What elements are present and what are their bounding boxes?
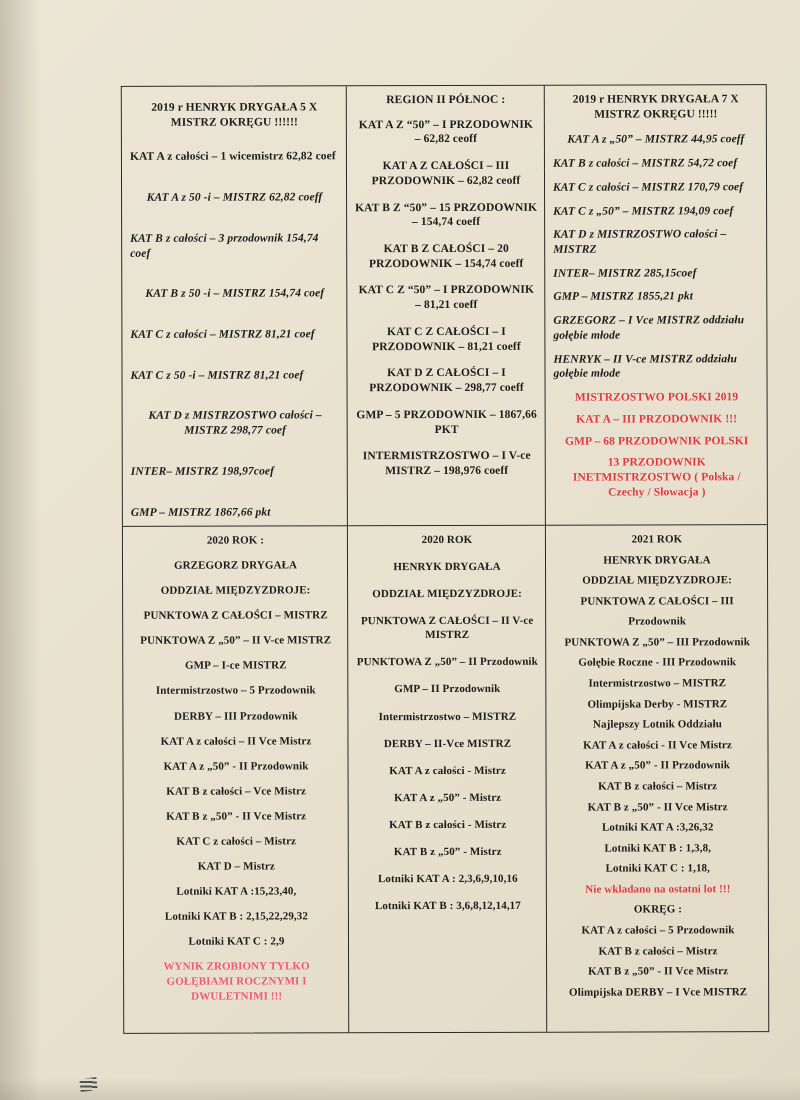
result-line: KAT A z całości - II Vce Mistrz bbox=[583, 739, 732, 752]
result-line: GMP – MISTRZ 1867,66 pkt bbox=[130, 506, 271, 519]
scan-smudge-mark bbox=[79, 1077, 97, 1092]
result-line: 2020 ROK bbox=[421, 533, 473, 547]
result-line: INTER– MISTRZ 285,15coef bbox=[553, 267, 697, 280]
result-line: ODDZIAŁ MIĘDZYZDROJE: bbox=[372, 587, 522, 601]
result-line: DERBY – II-Vce MISTRZ bbox=[383, 737, 512, 750]
result-line: Lotniki KAT A :3,26,32 bbox=[601, 821, 714, 834]
result-line: Olimpijska Derby - MISTRZ bbox=[587, 697, 728, 711]
result-line: KAT A Z CAŁOŚCI – III PRZODOWNIK – 62,82 ceoff bbox=[371, 159, 521, 188]
result-line: KAT A Z “50” – I PRZODOWNIK – 62,82 ceoff bbox=[358, 118, 533, 146]
cell-2019-okreg-7x-mistrz bbox=[545, 85, 767, 526]
result-line: GMP – 68 PRZODOWNIK POLSKI bbox=[564, 434, 749, 448]
result-line: 2021 ROK bbox=[631, 533, 683, 546]
result-line: GMP – MISTRZ 1855,21 pkt bbox=[553, 290, 694, 304]
result-line: KAT B z całości – Mistrz bbox=[598, 944, 718, 958]
result-line: INTERMISTRZOSTWO – I V-ce MISTRZ – 198,976 coeff bbox=[362, 449, 531, 478]
result-line: DERBY – III Przodownik bbox=[174, 709, 298, 723]
result-line: KAT B z „50” - II Vce Mistrz bbox=[588, 965, 729, 978]
result-line: KAT C Z CAŁOŚCI – I PRZODOWNIK – 81,21 coeff bbox=[372, 325, 521, 353]
result-line: KAT A z całości – 1 wicemistrz 62,82 coef bbox=[129, 150, 336, 164]
result-line: 13 PRZODOWNIK INETMISTRZOSTWO ( Polska / Czechy / Słowacja ) bbox=[572, 456, 741, 499]
result-line: PUNKTOWA Z CAŁOŚCI – MISTRZ bbox=[143, 609, 328, 623]
result-line: KAT D – Mistrz bbox=[197, 860, 275, 873]
result-line: Lotniki KAT B : 2,15,22,29,32 bbox=[164, 910, 308, 923]
result-line: KAT B z „50” - II Vce Mistrz bbox=[166, 810, 307, 823]
result-line: Lotniki KAT B : 1,3,8, bbox=[604, 841, 712, 855]
result-line: WYNIK ZROBIONY TYLKO GOŁĘBIAMI ROCZNYMI I DWULETNIMI !!! bbox=[163, 960, 310, 1003]
result-line: Olimpijska DERBY – I Vce MISTRZ bbox=[569, 985, 748, 999]
result-line: PUNKTOWA Z CAŁOŚCI – III bbox=[580, 594, 734, 608]
result-line: KAT D z MISTRZOSTWO całości – MISTRZ 298,77 coef bbox=[148, 409, 322, 437]
result-line: HENRYK – II V-ce MISTRZ oddziału gołębie młode bbox=[553, 352, 738, 381]
result-line: GRZEGORZ – I Vce MISTRZ oddziału gołębie młode bbox=[553, 314, 745, 342]
result-line: Nie wkladano na ostatni lot !!! bbox=[585, 883, 731, 896]
cell-2019-okreg-5x-mistrz bbox=[122, 86, 348, 527]
result-line: Gołębie Roczne - III Przodownik bbox=[578, 656, 737, 670]
result-line: Lotniki KAT A :15,23,40, bbox=[176, 885, 297, 898]
result-line: KAT A z 50 -i – MISTRZ 62,82 coeff bbox=[146, 191, 323, 204]
result-line: 2019 r HENRYK DRYGAŁA 7 X MISTRZ OKRĘGU !!!!! bbox=[572, 93, 739, 121]
scan-bottom-shadow bbox=[0, 1078, 800, 1100]
result-line: KAT A z całości – 5 Przodownik bbox=[581, 924, 735, 937]
result-line: Intermistrzostwo – 5 Przodownik bbox=[155, 684, 316, 698]
result-line: KAT A z „50” - II Przodownik bbox=[585, 759, 730, 772]
cell-2020-henryk-drygala bbox=[348, 526, 547, 1033]
result-line: KAT B z „50” - Mistrz bbox=[393, 845, 502, 859]
result-line: KAT C z całości – Mistrz bbox=[176, 835, 297, 848]
result-line: PUNKTOWA Z „50” – II V-ce MISTRZ bbox=[140, 634, 332, 648]
result-line: GMP – 5 PRZODOWNIK – 1867,66 PKT bbox=[356, 408, 537, 436]
result-line: OKRĘG : bbox=[633, 903, 682, 916]
scan-edge-shadow bbox=[0, 0, 48, 1100]
result-line: GMP – II Przodownik bbox=[394, 683, 501, 696]
result-line: KAT B z całości - Mistrz bbox=[389, 818, 507, 832]
result-line: KAT B Z CAŁOŚCI – 20 PRZODOWNIK – 154,74 coeff bbox=[368, 242, 524, 270]
result-line: PUNKTOWA Z „50” – II Przodownik bbox=[356, 656, 538, 669]
result-line: Przodownik bbox=[628, 615, 687, 628]
result-line: KAT B Z “50” – 15 PRZODOWNIK – 154,74 coeff bbox=[355, 201, 538, 229]
result-line: KAT B z całości – 3 przodownik 154,74 coef bbox=[130, 232, 319, 260]
result-line: Najlepszy Lotnik Oddziału bbox=[592, 718, 722, 731]
result-line: Lotniki KAT B : 3,6,8,12,14,17 bbox=[374, 899, 521, 913]
result-line: KAT C z całości – MISTRZ 81,21 coef bbox=[130, 328, 315, 341]
result-line: INTER– MISTRZ 198,97coef bbox=[130, 465, 275, 478]
result-line: KAT B z całości – Mistrz bbox=[598, 780, 718, 793]
result-line: 2020 ROK : bbox=[206, 534, 265, 547]
result-line: HENRYK DRYGAŁA bbox=[603, 553, 711, 567]
result-line: Intermistrzostwo – MISTRZ bbox=[378, 710, 517, 723]
result-line: KAT B z 50 -i – MISTRZ 154,74 coef bbox=[145, 287, 325, 301]
result-line: Lotniki KAT C : 2,9 bbox=[188, 935, 285, 948]
result-line: Lotniki KAT A : 2,3,6,9,10,16 bbox=[377, 872, 518, 886]
result-line: ODDZIAŁ MIĘDZYZDROJE: bbox=[582, 574, 732, 587]
cell-2019-region-ii-polnoc bbox=[347, 86, 546, 527]
result-line: HENRYK DRYGAŁA bbox=[393, 560, 501, 574]
result-line: KAT C z „50” – MISTRZ 194,09 coef bbox=[553, 204, 734, 218]
result-line: KAT A – III PRZODOWNIK !!! bbox=[576, 413, 738, 426]
result-line: KAT C z 50 -i – MISTRZ 81,21 coef bbox=[130, 369, 304, 382]
result-line: REGION II PÓŁNOC : bbox=[386, 93, 506, 107]
result-line: 2019 r HENRYK DRYGAŁA 5 X MISTRZ OKRĘGU !!!!!! bbox=[151, 101, 318, 129]
result-line: KAT C z całości – MISTRZ 170,79 coef bbox=[553, 181, 744, 194]
result-line: Lotniki KAT C : 1,18, bbox=[605, 862, 711, 875]
result-line: ODDZIAŁ MIĘDZYZDROJE: bbox=[160, 584, 311, 597]
cell-2021-henryk-drygala bbox=[546, 525, 768, 1032]
result-line: KAT B z całości – Vce Mistrz bbox=[166, 785, 306, 798]
result-line: KAT A z „50” – MISTRZ 44,95 coeff bbox=[567, 133, 745, 147]
result-line: KAT B z całości – MISTRZ 54,72 coef bbox=[552, 157, 738, 170]
result-line: KAT A z całości – II Vce Mistrz bbox=[160, 734, 312, 748]
result-line: Intermistrzostwo – MISTRZ bbox=[588, 677, 727, 690]
results-table bbox=[121, 84, 769, 1034]
result-line: KAT A z całości - Mistrz bbox=[389, 764, 506, 777]
cell-2020-grzegorz-drygala bbox=[123, 526, 349, 1033]
result-line: PUNKTOWA Z „50” – III Przodownik bbox=[564, 636, 750, 649]
result-line: GRZEGORZ DRYGAŁA bbox=[173, 559, 298, 572]
result-line: KAT A z „50” - II Przodownik bbox=[163, 760, 309, 773]
result-line: MISTRZOSTWO POLSKI 2019 bbox=[574, 391, 739, 404]
result-line: KAT B z „50” - II Vce Mistrz bbox=[587, 800, 728, 814]
result-line: KAT D Z CAŁOŚCI – I PRZODOWNIK – 298,77 coeff bbox=[369, 367, 524, 395]
result-line: GMP – I-ce MISTRZ bbox=[184, 659, 287, 673]
result-line: KAT C Z “50” – I PRZODOWNIK – 81,21 coeff bbox=[358, 284, 535, 312]
result-line: PUNKTOWA Z CAŁOŚCI – II V-ce MISTRZ bbox=[360, 615, 534, 642]
result-line: KAT D z MISTRZOSTWO całości – MISTRZ bbox=[553, 228, 727, 256]
result-line: KAT A z „50” - Mistrz bbox=[394, 791, 502, 804]
